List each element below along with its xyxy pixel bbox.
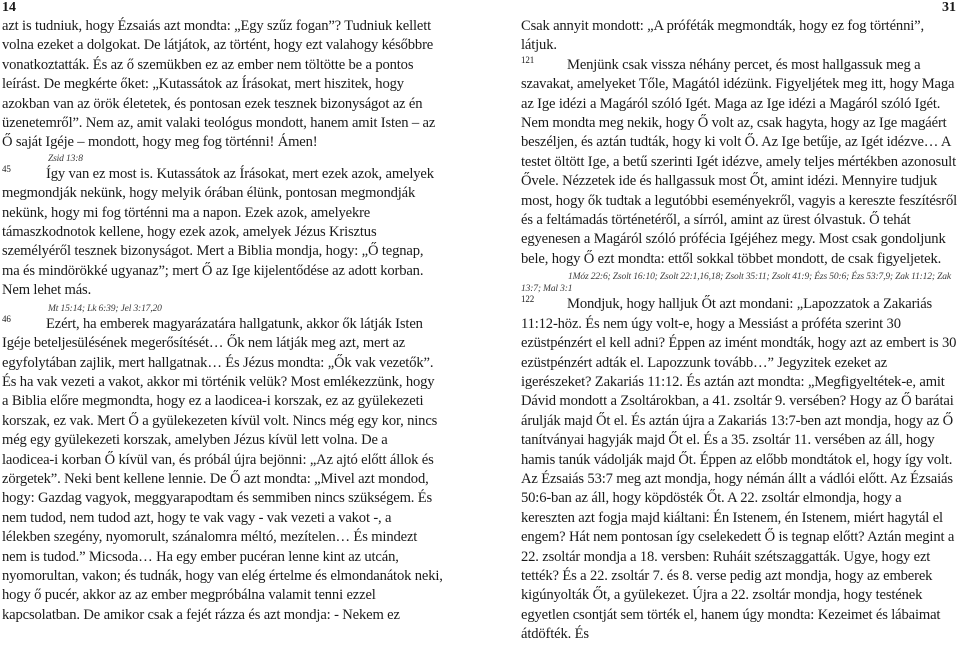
scripture-reference: Mt 15:14; Lk 6:39; Jel 3:17,20 [48, 303, 162, 314]
paragraph-intro: azt is tudniuk, hogy Ézsaiás azt mondta: „Egy szűz fogan”? Tudniuk kellett volna ezeket a dolgokat. De látjátok, az történt, hogy ezt valahogy későbbre vonatkoztatták. És az ő szemükben ez az ember nem töltötte be a pontos leírást. De megkérte őket: „Kutassátok az Írásokat, mert hiszitek, hogy azokban van az örök életetek, és pontosan ezek tesznek bizonyságot az én üzenetemről”. Nem az, amit valaki teológus mondott, hanem amit Isten – az Ő saját Igéje – mondott, hogy meg fog történni! Ámen! [2, 18, 436, 151]
verse-text: Így van ez most is. Kutassátok az Írásokat, mert ezek azok, amelyek megmondják nekünk, hogy melyik órában élünk, pontosan megmondják nekünk, hogy mi fog történni ma a napon. Ezek azok, amelyekre támaszkodnotok kellene, hogy ezek azok, amelyek Jézus Krisztus személyéről tesznek bizonyságot. Mert a Biblia mondja, hogy: „Ő tegnap, ma és mindörökké ugyanaz”; mert Ő az Ige kijelentődése az adott korban. Nem lehet más. [2, 165, 434, 299]
verse-text: Menjünk csak vissza néhány percet, és most hallgassuk meg a szavakat, amelyeket Tőle, Magától idézünk. Figyeljétek meg itt, hogy Maga az Ige idézi a Magáról szóló Igét. Maga az Ige idézi a Magáról szóló Igét. Nem mondta meg nekik, hogy Ő volt az, csak hagyta, hogy az Ige magáért beszéljen, és aztán tudták, hogy ki volt Ő. Az Ige betűje, az Igét idézve… A testet öltött Ige, a betű szerinti Igét idézve, amely teljes mértékben azonosult Ővele. Nézzetek ide és hallgassuk most Őt, amint idézi. Mennyire tudjuk most, hogy ők tudtak a legutóbbi eseményekről, vagyis a kereszte feszítésről és a feltámadás történetéről, a sírról, amint az ürest ólvastuk. Ő tehát egyenesen a Magáról szóló prófécia Igéjéhez megy. Most csak gondoljunk bele, hogy Ő ezt mondta: ettől sokkal többet mondott, de csak figyeljetek. [521, 56, 958, 267]
paragraph-intro: Csak annyit mondott: „A próféták megmondták, hogy ez fog történni”, látjuk. [521, 18, 924, 54]
verse-paragraph-122: 122 Mondjuk, hogy halljuk Őt azt mondani: „Lapozzatok a Zakariás 11:12-höz. És nem úgy volt-e, hogy a Messiást a próféta szerint 30 ezüstpénzért el kell adni? Éppen az imént mondták, hogy azt az embert is 30 ezüstpénzért adták el. Lapozzunk tovább…” Jegyzitek ezeket az igerészeket? Zakariás 11:12. És aztán azt mondta: „Megfigyeltétek-e, amit Dávid mondott a Zsoltárokban, a 41. zsoltár 9. versében? Hogy az Ő barátai árulják majd Őt el. És aztán újra a Zakariás 13:7-ben azt mondja, hogy az Ő tanítványai hagyják majd Őt el. És a 35. zsoltár 11. versében az áll, hogy hamis tanúk vádolják majd Őt. Éppen az előbb mondtátok el, hogy így volt. Az Ézsaiás 53:7 meg azt mondja, hogy némán állt a vádlói előtt. Az Ézsaiás 50:6-ban az áll, hogy köpdösték Őt. A 22. zsoltár elmondja, hogy a kereszten azt fogja majd kiáltani: Én Istenem, én Istenem, miért hagytál el engem? Hát nem pontosan így cselekedett Ő is tegnap előtt? Aztán megint a 22. zsoltár mondja a 18. versben: Ruháit szétszaggatták. Ugye, hogy ezt tették? És a 22. zsoltár 7. és 8. verse pedig azt mondja, hogy az emberek kigúnyolták Őt, a gyülekezet. Újra a 22. zsoltár mondja, hogy testének egyetlen csontját sem törték el, hanem úgy mondta: Kezeimet és lábaimat átdöfték. És [521, 294, 957, 643]
left-column [2, 17, 443, 625]
verse-paragraph-45: 45 Így van ez most is. Kutassátok az Írásokat, mert ezek azok, amelyek megmondják nekünk, hogy melyik órában élünk, pontosan megmondják nekünk, hogy mi fog történni ma a napon. Ezek azok, amelyekre támaszkodnotok kellene, hogy ezek azok, amelyek Jézus Krisztus személyéről tesznek bizonyságot. Mert a Biblia mondja, hogy: „Ő tegnap, ma és mindörökké ugyanaz”; mert Ő az Ige kijelentődése az adott korban. Nem lehet más. [2, 163, 434, 299]
scripture-reference: Zsid 13:8 [48, 153, 83, 164]
right-column [521, 17, 958, 645]
verse-paragraph-46: 46 Ezért, ha emberek magyarázatára hallgatunk, akkor ők látják Isten Igéje beteljesülésének megerősítését… Ők nem látják meg azt, mert az egyfolytában zajlik, mert hallgatnak… És Jézus mondta: „Ők vak vezetők”. És ha vak vezeti a vakot, akkor mi történik velük? Most emlékezzünk, hogy a Biblia előre megmondta, hogy ez a laodicea-i korszak, ez az gyülekezeti korszak, ez vak. Mert Ő a gyülekezeten kívül volt. Nincs még egy kor, nincs még egy gyülekezeti korszak, amelyben Jézus kívül lett volna. De a laodicea-i korban Ő kívül van, és próbál újra bejönni: „Az ajtó előtt állok és zörgetek”. Neki bent kellene lennie. De Ő azt mondta: „Mivel azt mondod, hogy: Gazdag vagyok, meggyarapodtam és semmiben nincs szükségem. És nem tudod, nem tudod azt, hogy te vak vagy - vak vezeti a vakot -, a lélekben szegény, nyomorult, szánalomra méltó, mezítelen… És mindezt nem is tudod.” Micsoda… Ha egy ember pucéran lenne kint az utcán, nyomorultan, vakon; és tudnák, hogy van elég értelme és elmondanátok neki, hogy ő pucér, akkor az az ember megpróbálna valamit tenni ezzel kapcsolatban. De amikor csak a fejét rázza és azt mondja: - Nekem ez [2, 313, 443, 623]
verse-paragraph-121: 121 Menjünk csak vissza néhány percet, és most hallgassuk meg a szavakat, amelyeket Tőle, Magától idézünk. Figyeljétek meg itt, hogy Maga az Ige idézi a Magáról szóló Igét. Maga az Ige idézi a Magáról szóló Igét. Nem mondta meg nekik, hogy Ő volt az, csak hagyta, hogy az Ige magáért beszéljen, és aztán tudták, hogy ki volt Ő. Az Ige betűje, az Igét idézve… A testet öltött Ige, a betű szerinti Igét idézve, amely teljes mértékben azonosult Ővele. Nézzetek ide és hallgassuk most Őt, amint idézi. Mennyire tudjuk most, hogy ők tudtak a legutóbbi eseményekről, vagyis a kereszte feszítésről és a feltámadás történetéről, a sírról, amint az ürest ólvastuk. Ő tehát egyenesen a Magáról szóló prófécia Igéjéhez megy. Most csak gondoljunk bele, hogy Ő ezt mondta: ettől sokkal többet mondott, de csak figyeljetek. [521, 54, 958, 267]
verse-text: Mondjuk, hogy halljuk Őt azt mondani: „Lapozzatok a Zakariás 11:12-höz. És nem úgy volt-e, hogy a Messiást a próféta szerint 30 ezüstpénzért el kell adni? Éppen az imént mondták, hogy azt az embert is 30 ezüstpénzért adták el. Lapozzunk tovább…” Jegyzitek ezeket az igerészeket? Zakariás 11:12. És aztán azt mondta: „Megfigyeltétek-e, amit Dávid mondott a Zsoltárokban, a 41. zsoltár 9. versében? Hogy az Ő barátai árulják majd Őt el. És aztán újra a Zakariás 13:7-ben azt mondja, hogy az Ő tanítványai hagyják majd Őt el. És a 35. zsoltár 11. versében az áll, hogy hamis tanúk vádolják majd Őt. Éppen az előbb mondtátok el, hogy így volt. Az Ézsaiás 53:7 meg azt mondja, hogy némán állt a vádlói előtt. Az Ézsaiás 50:6-ban az áll, hogy köpdösték Őt. A 22. zsoltár elmondja, hogy a kereszten azt fogja majd kiáltani: Én Istenem, én Istenem, miért hagytál el engem? Hát nem pontosan így cselekedett Ő is tegnap előtt? Aztán megint a 22. zsoltár mondja a 18. versben: Ruháit szétszaggatták. Ugye, hogy ezt tették? És a 22. zsoltár 7. és 8. verse pedig azt mondja, hogy az emberek kigúnyolták Őt, a gyülekezet. Újra a 22. zsoltár mondja, hogy testének egyetlen csontját sem törték el, hanem úgy mondta: Kezeimet és lábaimat átdöfték. És [521, 296, 957, 643]
scripture-reference: 1Móz 22:6; Zsolt 16:10; Zsolt 22:1,16,18; Zsolt 35:11; Zsolt 41:9; Ézs 50:6; Ézs 53:7,9; Zak 11:12; Zak 13:7; Mal 3:1 [521, 272, 951, 295]
page-number-left: 14 [2, 0, 16, 15]
verse-text: Ezért, ha emberek magyarázatára hallgatunk, akkor ők látják Isten Igéje beteljesülésének megerősítését… Ők nem látják meg azt, mert az egyfolytában zajlik, mert hallgatnak… És Jézus mondta: „Ők vak vezetők”. És ha vak vezeti a vakot, akkor mi történik velük? Most emlékezzünk, hogy a Biblia előre megmondta, hogy ez a laodicea-i korszak, ez az gyülekezeti korszak, ez vak. Mert Ő a gyülekezeten kívül volt. Nincs még egy kor, nincs még egy gyülekezeti korszak, amelyben Jézus kívül lett volna. De a laodicea-i korban Ő kívül van, és próbál újra bejönni: „Az ajtó előtt állok és zörgetek”. Neki bent kellene lennie. De Ő azt mondta: „Mivel azt mondod, hogy: Gazdag vagyok, meggyarapodtam és semmiben nincs szükségem. És nem tudod, nem tudod azt, hogy te vak vagy - vak vezeti a vakot -, a lélekben szegény, nyomorult, szánalomra méltó, mezítelen… És mindezt nem is tudod.” Micsoda… Ha egy ember pucéran lenne kint az utcán, nyomorultan, vakon; és tudnák, hogy van elég értelme és elmondanátok neki, hogy ő pucér, akkor az az ember megpróbálna valamit tenni ezzel kapcsolatban. De amikor csak a fejét rázza és azt mondja: - Nekem ez [2, 315, 443, 623]
page-number-right: 31 [942, 0, 956, 15]
